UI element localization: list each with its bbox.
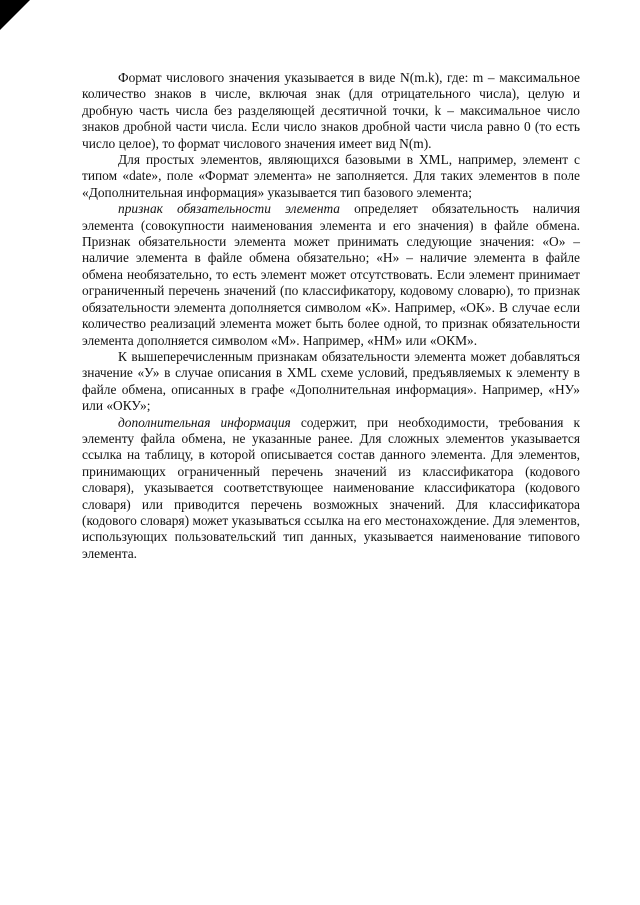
scan-corner-mark	[0, 0, 30, 30]
paragraph-text: Для простых элементов, являющихся базовыми в XML, например, элемент с типом «date», поле «Формат элемента» не заполняется. Для таких элементов в поле «Дополнительная информация» указывается тип базового элемента;	[82, 152, 580, 200]
paragraph-additional-info	[82, 415, 580, 563]
paragraph-number-format	[82, 70, 580, 152]
term-italic: признак обязательности элемента	[118, 201, 341, 217]
document-body	[82, 70, 580, 562]
paragraph-obligation-sign	[82, 201, 580, 349]
paragraph-simple-elements	[82, 152, 580, 201]
paragraph-text: Формат числового значения указывается в виде N(m.k), где: m – максимальное количество знаков в числе, включая знак (для отрицательного числа), целую и дробную часть числа без разделяющей десятичной точки, k – максимальное число знаков дробной части числа. Если число знаков дробной части числа равно 0 (то есть число целое), то формат числового значения имеет вид N(m).	[82, 70, 580, 151]
paragraph-text: содержит, при необходимости, требования к элементу файла обмена, не указанные ранее. Для сложных элементов указывается ссылка на таблицу, в которой описывается состав данного элемента. Для элементов, принимающих ограниченный перечень значений из классификатора (кодового словаря), указывается соответствующее наименование классификатора (кодового словаря) или приводится перечень возможных значений. Для классификатора (кодового словаря) может указываться ссылка на его местонахождение. Для элементов, использующих пользовательский тип данных, указывается наименование типового элемента.	[82, 414, 580, 561]
paragraph-text: определяет обязательность наличия элемента (совокупности наименования элемента и его значения) в файле обмена. Признак обязательности элемента может принимать следующие значения: «О» – наличие элемента в файле обмена обязательно; «Н» – наличие элемента в файле обмена необязательно, то есть элемент может отсутствовать. Если элемент принимает ограниченный перечень значений (по классификатору, кодовому словарю), то признак обязательности элемента дополняется символом «К». Например, «ОК». В случае если количество реализаций элемента может быть более одной, то признак обязательности элемента дополняется символом «М». Например, «НМ» или «ОКМ».	[82, 201, 581, 348]
paragraph-text: К вышеперечисленным признакам обязательности элемента может добавляться значение «У» в случае описания в XML схеме условий, предъявляемых к элементу в файле обмена, описанных в графе «Дополнительная информация». Например, «НУ» или «ОКУ»;	[82, 348, 580, 414]
term-italic: дополнительная информация	[118, 414, 291, 430]
paragraph-condition-value	[82, 349, 580, 415]
